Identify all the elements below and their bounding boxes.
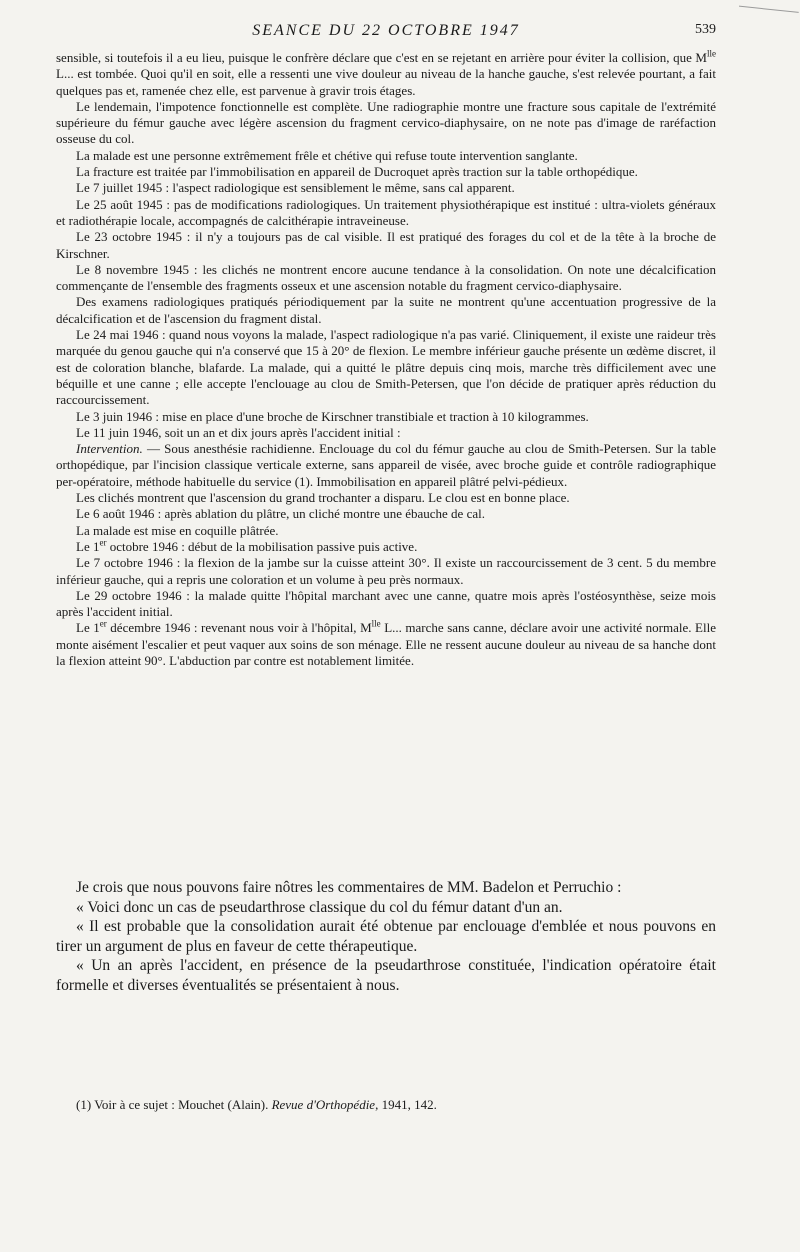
- paragraph-text: Le 1: [76, 620, 100, 636]
- body-paragraph: [56, 539, 716, 555]
- paragraph-text: Le 11 juin 1946, soit un an et dix jours après l'accident initial :: [76, 424, 401, 440]
- paragraph-lead: Intervention.: [76, 441, 143, 457]
- paragraph-text: — Sous anesthésie rachidienne. Enclouage du col du fémur gauche au clou de Smith-Petersen. Sur la table orthopédique, par l'incision classique verticale externe, sans appareil de visée, avec broche guide et contrôle radiographique per-opératoire, méthode habituelle du service (1). Immobilisation en appareil plâtré pelvi-pédieux.: [56, 441, 716, 489]
- paragraph-after: octobre 1946 : début de la mobilisation passive puis active.: [106, 538, 418, 554]
- page-edge-line: [739, 0, 800, 13]
- footnote: [76, 1097, 716, 1113]
- paragraph-after: décembre 1946 : revenant nous voir à l'hôpital, M: [106, 620, 372, 636]
- body-paragraph: [56, 327, 716, 408]
- paragraph-text: Le 8 novembre 1945 : les clichés ne montrent encore aucune tendance à la consolidation. On note une décalcification commençante de l'ensemble des fragments osseux et une ascension notable du fragment cervico-diaphysaire.: [56, 261, 716, 294]
- paragraph-sup: er: [99, 537, 107, 548]
- paragraph-text: Les clichés montrent que l'ascension du grand trochanter a disparu. Le clou est en bonne place.: [76, 490, 570, 506]
- quote-paragraph: « Il est probable que la consolidation aurait été obtenue par enclouage d'emblée et nous pouvons en tirer un argument de plus en faveur de cette thérapeutique.: [56, 918, 716, 955]
- paragraph-text: La malade est une personne extrêmement frêle et chétive qui refuse toute intervention sanglante.: [76, 147, 578, 163]
- footnote-marker: (1): [76, 1097, 92, 1112]
- body-paragraph: [56, 555, 716, 588]
- body-paragraph: [56, 441, 716, 490]
- paragraph-sup: er: [99, 619, 107, 630]
- paragraph-after: L... est tombée. Quoi qu'il en soit, elle a ressenti une vive douleur au niveau de la hanche gauche, s'est relevée pourtant, a fait quelques pas et, ramenée chez elle, est parvenue à gravir trois étages.: [56, 66, 716, 98]
- paragraph-text: Le lendemain, l'impotence fonctionnelle est complète. Une radiographie montre une fracture sous capitale de l'extrémité supérieure du fémur gauche avec légère ascension du fragment cervico-diaphysaire, on ne note pas d'image de raréfaction osseuse du col.: [56, 98, 716, 147]
- body-paragraph: [56, 523, 716, 539]
- body-paragraph: [56, 294, 716, 327]
- page-header: [56, 22, 716, 42]
- footnote-ref: , 1941, 142.: [375, 1097, 437, 1112]
- body-paragraph: [56, 506, 716, 522]
- paragraph-text: Le 3 juin 1946 : mise en place d'une broche de Kirschner transtibiale et traction à 10 kilogrammes.: [76, 408, 589, 424]
- paragraph-text: Le 7 juillet 1945 : l'aspect radiologique est sensiblement le même, sans cal apparent.: [76, 180, 515, 196]
- running-title: SEANCE DU 22 OCTOBRE 1947: [252, 22, 520, 39]
- quote-paragraph: Je crois que nous pouvons faire nôtres les commentaires de MM. Badelon et Perruchio :: [76, 879, 622, 896]
- paragraph-text: Le 1: [76, 538, 100, 554]
- body-paragraph: [56, 197, 716, 230]
- body-paragraph: [56, 262, 716, 295]
- body-paragraph: [56, 409, 716, 425]
- paragraph-sup: lle: [707, 48, 716, 59]
- body-paragraph: [56, 164, 716, 180]
- paragraph-text: Le 7 octobre 1946 : la flexion de la jambe sur la cuisse atteint 30°. Il existe un raccourcissement de 3 cent. 5 du membre inférieur gauche, qui a repris une coloration et un volume à peu près normaux.: [56, 555, 716, 587]
- paragraph-text: Le 29 octobre 1946 : la malade quitte l'hôpital marchant avec une canne, quatre mois après l'ostéosynthèse, seize mois après l'accident initial.: [56, 587, 716, 620]
- paragraph-text: La malade est mise en coquille plâtrée.: [76, 522, 279, 538]
- footnote-text: Voir à ce sujet : Mouchet (Alain).: [94, 1097, 269, 1112]
- body-paragraph: [56, 180, 716, 196]
- body-paragraph: [56, 620, 716, 669]
- body-paragraph: [56, 490, 716, 506]
- paragraph-text: La fracture est traitée par l'immobilisation en appareil de Ducroquet après traction sur la table orthopédique.: [76, 164, 638, 180]
- quote-paragraph: « Voici donc un cas de pseudarthrose classique du col du fémur datant d'un an.: [76, 898, 563, 916]
- case-report-body: [56, 50, 716, 669]
- body-paragraph: [56, 99, 716, 148]
- body-paragraph: [56, 148, 716, 164]
- body-paragraph: [56, 50, 716, 99]
- commentary-quotes: [56, 878, 716, 995]
- paragraph-text: Le 25 août 1945 : pas de modifications radiologiques. Un traitement physiothérapique est institué : ultra-violets généraux et radiothérapie locale, accompagnés de calcithérapie intraveineuse.: [56, 196, 716, 228]
- paragraph-text: Le 23 octobre 1945 : il n'y a toujours pas de cal visible. Il est pratiqué des forages du col et de la tête à la broche de Kirschner.: [56, 229, 716, 261]
- quote-paragraph: « Un an après l'accident, en présence de la pseudarthrose constituée, l'indication opératoire était formelle et diverses éventualités se présentaient à nous.: [56, 957, 716, 994]
- body-paragraph: [56, 425, 716, 441]
- page-number: 539: [695, 22, 716, 37]
- paragraph-text: Des examens radiologiques pratiqués périodiquement par la suite ne montrent qu'une accentuation progressive de la décalcification et de l'ascension du fragment distal.: [56, 294, 716, 326]
- body-paragraph: [56, 588, 716, 621]
- paragraph-sup: lle: [371, 619, 381, 630]
- paragraph-text: sensible, si toutefois il a eu lieu, puisque le confrère déclare que c'est en se rejetant en arrière pour éviter la collision, que M: [56, 50, 707, 65]
- footnote-journal: Revue d'Orthopédie: [271, 1097, 376, 1112]
- paragraph-text: Le 24 mai 1946 : quand nous voyons la malade, l'aspect radiologique n'a pas varié. Cliniquement, il existe une raideur très marquée du genou gauche qui n'a conservé que 15 à 20° de flexion. Le membre inférieur gauche présente un œdème discret, il est de coloration blanche, blafarde. La malade, qui a quitté le plâtre depuis cinq mois, marche très difficilement avec une béquille et une canne ; elle accepte l'enclouage au clou de Smith-Petersen, que l'on décide de pratiquer après réduction du raccourcissement.: [56, 327, 716, 408]
- body-paragraph: [56, 229, 716, 262]
- paragraph-text: Le 6 août 1946 : après ablation du plâtre, un cliché montre une ébauche de cal.: [76, 506, 485, 522]
- paragraph-after: L... marche sans canne, déclare avoir une activité normale. Elle monte aisément l'escalier et peut vaquer aux soins de son ménage. Elle ne ressent aucune douleur au niveau de sa hanche dont la flexion atteint 90°. L'abduction par contre est notablement limitée.: [56, 620, 716, 668]
